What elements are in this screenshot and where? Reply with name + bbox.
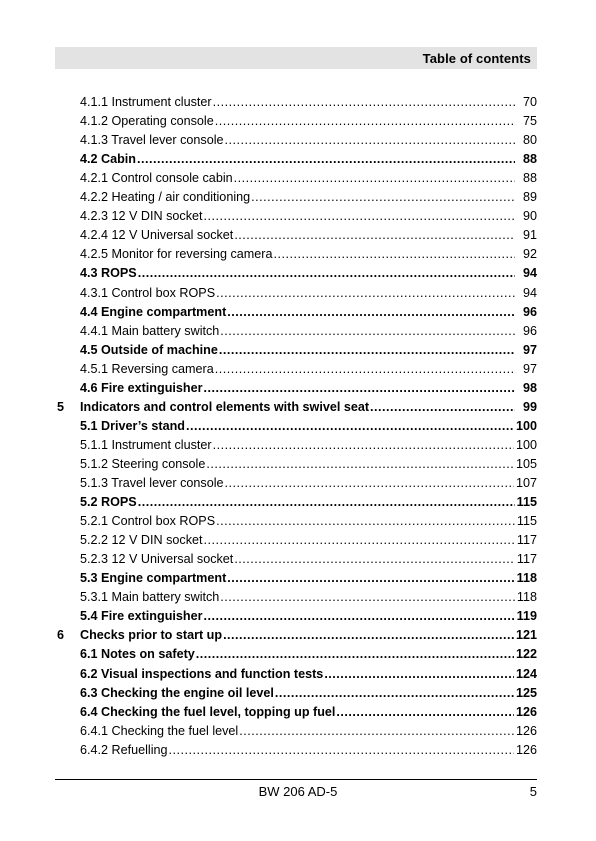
toc-dot-leader xyxy=(227,303,515,322)
toc-entry-title: 5.2.3 12 V Universal socket xyxy=(80,552,234,567)
toc-dot-leader xyxy=(138,264,515,283)
toc-page-number: 124 xyxy=(515,666,537,681)
toc-dot-leader xyxy=(227,569,514,588)
toc-entry[interactable] xyxy=(0,207,596,226)
toc-entry[interactable] xyxy=(0,588,596,607)
toc-page-number: 94 xyxy=(522,285,537,300)
toc-page-number: 99 xyxy=(522,399,537,414)
toc-entry-title: 4.1.2 Operating console xyxy=(80,114,214,129)
toc-entry-title: 5.2 ROPS xyxy=(80,495,137,510)
toc-dot-leader xyxy=(213,436,514,455)
toc-dot-leader xyxy=(239,722,514,741)
toc-entry[interactable] xyxy=(0,645,596,664)
toc-entry[interactable] xyxy=(0,303,596,322)
toc-page-number: 100 xyxy=(515,418,537,433)
toc-page-number: 107 xyxy=(515,476,537,490)
toc-entry[interactable] xyxy=(0,360,596,379)
toc-entry-title: 5.2.2 12 V DIN socket xyxy=(80,533,203,548)
toc-entry-title: 4.3.1 Control box ROPS xyxy=(80,285,216,300)
toc-dot-leader xyxy=(225,131,515,150)
toc-entry[interactable] xyxy=(0,169,596,188)
toc-entry[interactable] xyxy=(0,531,596,550)
toc-dot-leader xyxy=(225,474,514,493)
toc-page-number: 126 xyxy=(515,704,537,719)
toc-entry-title: 6.1 Notes on safety xyxy=(80,647,195,662)
toc-entry-title: 5.4 Fire extinguisher xyxy=(80,609,203,624)
toc-dot-leader xyxy=(219,341,515,360)
toc-entry-title: 5.1.1 Instrument cluster xyxy=(80,437,212,452)
toc-entry-title: 4.6 Fire extinguisher xyxy=(80,380,203,395)
toc-entry-title: 4.2.4 12 V Universal socket xyxy=(80,228,234,243)
toc-dot-leader xyxy=(186,417,514,436)
toc-entry[interactable] xyxy=(0,417,596,436)
toc-entry[interactable] xyxy=(0,665,596,684)
toc-entry-title: 4.1.3 Travel lever console xyxy=(80,133,224,148)
toc-entry-title: 4.3 ROPS xyxy=(80,266,137,281)
toc-entry[interactable] xyxy=(0,569,596,588)
toc-dot-leader xyxy=(203,607,514,626)
toc-entry-title: 5.2.1 Control box ROPS xyxy=(80,514,216,529)
toc-entry-title: 6.4 Checking the fuel level, topping up fuel xyxy=(80,704,336,719)
toc-dot-leader xyxy=(274,245,516,264)
toc-page-number: 117 xyxy=(516,552,537,567)
toc-entry-title: 4.2.3 12 V DIN socket xyxy=(80,209,203,224)
toc-dot-leader xyxy=(220,322,515,341)
toc-dot-leader xyxy=(220,588,515,607)
toc-entry[interactable] xyxy=(0,474,596,493)
toc-dot-leader xyxy=(370,398,515,417)
toc-page-number: 115 xyxy=(516,495,537,510)
toc-entry-title: 4.4.1 Main battery switch xyxy=(80,323,220,338)
toc-page-number: 126 xyxy=(515,723,537,738)
page-header-title: Table of contents xyxy=(422,51,531,66)
toc-dot-leader xyxy=(234,226,515,245)
toc-entry[interactable] xyxy=(0,626,596,645)
toc-entry[interactable] xyxy=(0,684,596,703)
toc-entry-title: 6.2 Visual inspections and function tests xyxy=(80,666,324,681)
toc-page-number: 91 xyxy=(522,228,537,243)
toc-entry[interactable] xyxy=(0,284,596,303)
toc-entry[interactable] xyxy=(0,322,596,341)
toc-dot-leader xyxy=(234,550,515,569)
toc-page-number: 80 xyxy=(522,133,537,148)
toc-dot-leader xyxy=(169,741,514,760)
toc-dot-leader xyxy=(336,703,514,722)
toc-page-number: 88 xyxy=(522,171,537,186)
toc-page-number: 121 xyxy=(515,628,537,643)
toc-dot-leader xyxy=(206,455,514,474)
toc-page-number: 126 xyxy=(515,742,537,757)
toc-dot-leader xyxy=(275,684,514,703)
toc-page-number: 125 xyxy=(515,685,537,700)
toc-dot-leader xyxy=(137,150,515,169)
toc-entry[interactable] xyxy=(0,150,596,169)
toc-chapter-number: 5 xyxy=(57,399,65,414)
toc-entry[interactable] xyxy=(0,703,596,722)
toc-dot-leader xyxy=(324,665,514,684)
toc-page-number: 96 xyxy=(522,323,537,338)
toc-entry-title: 5.3.1 Main battery switch xyxy=(80,590,220,605)
toc-entry[interactable] xyxy=(0,436,596,455)
toc-page-number: 118 xyxy=(516,571,537,586)
toc-entry-title: 4.2 Cabin xyxy=(80,152,136,167)
toc-page-number: 70 xyxy=(522,95,537,109)
toc-dot-leader xyxy=(251,188,515,207)
toc-entry[interactable] xyxy=(0,188,596,207)
footer-page-number: 5 xyxy=(529,784,537,799)
toc-page-number: 75 xyxy=(522,114,537,129)
toc-entry-title: Checks prior to start up xyxy=(80,628,223,643)
toc-entry-title: 5.1.2 Steering console xyxy=(80,456,206,471)
toc-entry[interactable] xyxy=(0,379,596,398)
toc-entry[interactable] xyxy=(0,455,596,474)
toc-entry-title: 6.4.2 Refuelling xyxy=(80,742,168,757)
toc-page-number: 98 xyxy=(522,380,537,395)
header-bar xyxy=(55,47,537,69)
toc-entry[interactable] xyxy=(0,607,596,626)
toc-dot-leader xyxy=(138,493,515,512)
toc-page-number: 97 xyxy=(522,361,537,376)
toc-entry[interactable] xyxy=(0,226,596,245)
toc-dot-leader xyxy=(216,512,515,531)
toc-dot-leader xyxy=(223,626,514,645)
toc-page-number: 97 xyxy=(522,342,537,357)
toc-entry-title: 4.2.5 Monitor for reversing camera xyxy=(80,247,273,262)
toc-page-number: 117 xyxy=(516,533,537,548)
toc-entry[interactable] xyxy=(0,112,596,131)
toc-dot-leader xyxy=(215,360,515,379)
toc-dot-leader xyxy=(204,207,515,226)
toc-dot-leader xyxy=(234,169,515,188)
toc-chapter-number: 6 xyxy=(57,628,65,643)
toc-page-number: 94 xyxy=(522,266,537,281)
toc-entry-title: 4.4 Engine compartment xyxy=(80,304,227,319)
toc-dot-leader xyxy=(213,93,515,112)
toc-page-number: 90 xyxy=(522,209,537,224)
toc-entry[interactable] xyxy=(0,93,596,112)
toc-page-number: 115 xyxy=(516,514,537,529)
toc-entry[interactable] xyxy=(0,398,596,417)
toc-entry-title: 6.3 Checking the engine oil level xyxy=(80,685,274,700)
toc-entry[interactable] xyxy=(0,550,596,569)
toc-page-number: 105 xyxy=(515,456,537,471)
toc-entry[interactable] xyxy=(0,512,596,531)
toc-entry[interactable] xyxy=(0,264,596,283)
toc-dot-leader xyxy=(215,112,515,131)
toc-entry[interactable] xyxy=(0,131,596,150)
toc-dot-leader xyxy=(204,531,515,550)
toc-entry-title: 4.5.1 Reversing camera xyxy=(80,361,214,376)
toc-entry-title: 5.1.3 Travel lever console xyxy=(80,476,224,490)
toc-entry-title: 4.2.1 Control console cabin xyxy=(80,171,233,186)
toc-entry-title: 6.4.1 Checking the fuel level xyxy=(80,723,239,738)
toc-page-number: 119 xyxy=(516,609,537,624)
toc-entry[interactable] xyxy=(0,722,596,741)
toc-dot-leader xyxy=(216,284,515,303)
footer-divider xyxy=(55,779,537,780)
toc-entry[interactable] xyxy=(0,245,596,264)
toc-entry-title: 4.1.1 Instrument cluster xyxy=(80,95,212,109)
toc-entry-title: 4.2.2 Heating / air conditioning xyxy=(80,190,251,205)
toc-entry[interactable] xyxy=(0,493,596,512)
toc-page-number: 100 xyxy=(515,437,537,452)
toc-page-number: 122 xyxy=(515,647,537,662)
toc-entry-title: 5.1 Driver’s stand xyxy=(80,418,185,433)
toc-entry-title: 4.5 Outside of machine xyxy=(80,342,218,357)
toc-page-number: 88 xyxy=(522,152,537,167)
footer-model-name: BW 206 AD-5 xyxy=(258,784,338,799)
toc-entry-title: Indicators and control elements with swivel seat xyxy=(80,399,370,414)
toc-entry[interactable] xyxy=(0,741,596,760)
toc-dot-leader xyxy=(203,379,515,398)
toc-page-number: 89 xyxy=(522,190,537,205)
toc-entry-title: 5.3 Engine compartment xyxy=(80,571,227,586)
toc-page-number: 92 xyxy=(522,247,537,262)
toc-page-number: 118 xyxy=(516,590,537,605)
toc-entry[interactable] xyxy=(0,341,596,360)
toc-page-number: 96 xyxy=(522,304,537,319)
toc-dot-leader xyxy=(196,645,514,664)
